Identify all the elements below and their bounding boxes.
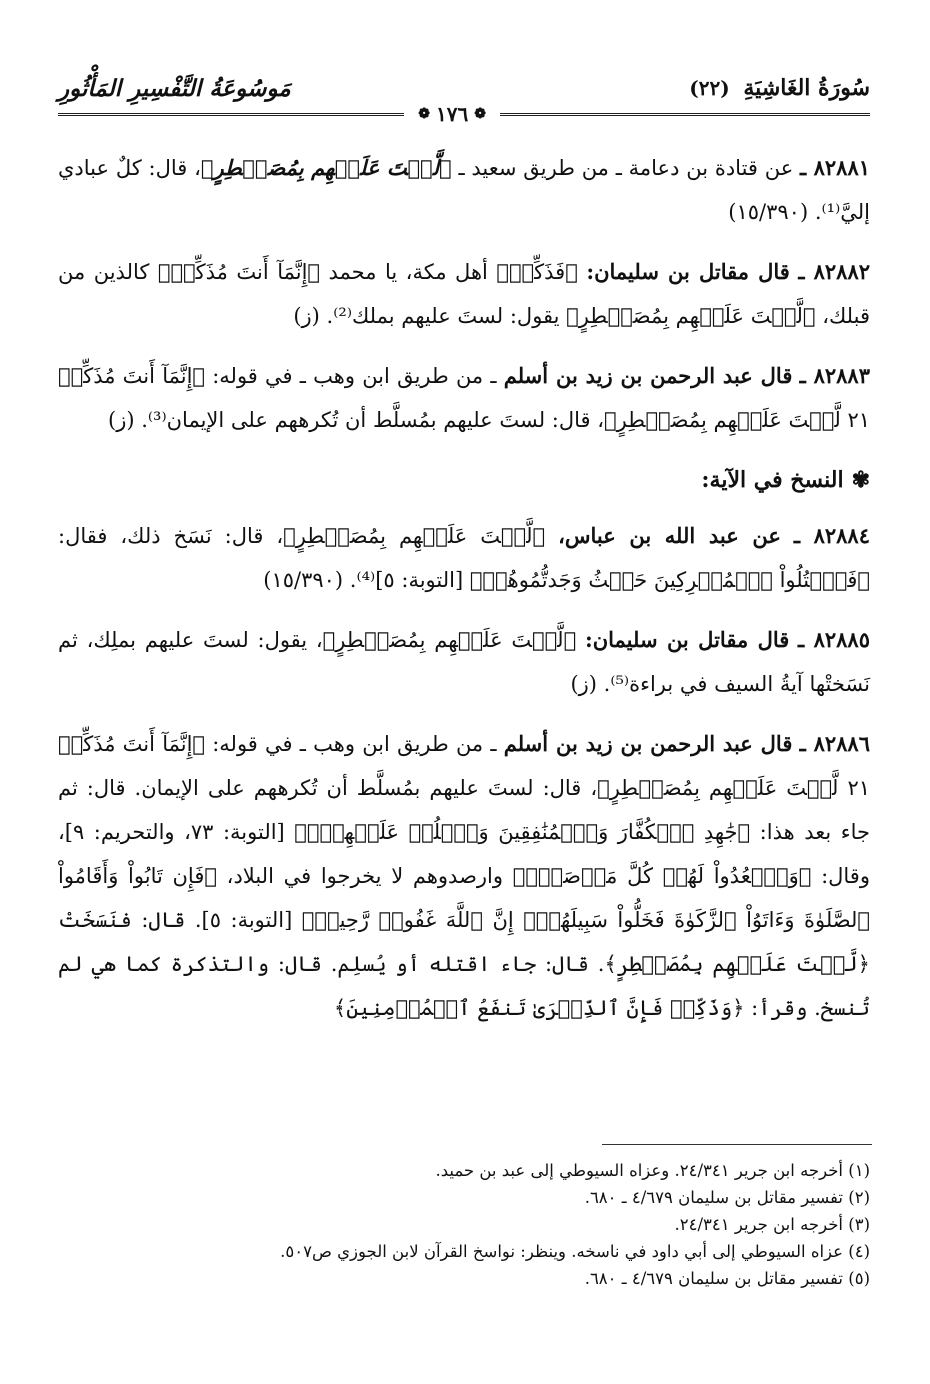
narrator-name: قال عبد الرحمن بن زيد بن أسلم xyxy=(503,363,793,388)
footnotes xyxy=(58,1157,870,1292)
page-number-block xyxy=(404,102,500,126)
entry-82886 xyxy=(58,722,870,1030)
ornament-icon: ❁ xyxy=(418,106,431,122)
entry-82883 xyxy=(58,354,870,442)
entry-text: ـ من طريق ابن وهب ـ في قوله: ﴿إِنَّمَآ أَنتَ مُذَكِّرٞ ٢١ لَّسۡتَ عَلَيۡهِم بِمُصَيۡطِرٍ﴾، قال: لستَ عليهم بمُسلَّط أن تُكرههم على الإيمان. قال: ثم جاء بعد هذا: ﴿جَٰهِدِ ٱلۡكُفَّارَ وَٱلۡمُنَٰفِقِينَ وَٱغۡلُظۡ عَلَيۡهِمۡۚ﴾ [التوبة: ٧٣، والتحريم: ٩]، وقال: ﴿وَٱقۡعُدُواْ لَهُمۡ كُلَّ مَرۡصَدٖۚ﴾ وارصدوهم لا يخرجوا في البلاد، ﴿فَإِن تَابُواْ وَأَقَامُواْ ٱلصَّلَوٰةَ وَءَاتَوُاْ ٱلزَّكَوٰةَ فَخَلُّواْ سَبِيلَهُمۡۚ إِنَّ ٱللَّهَ غَفُورٞ رَّحِيمٞ﴾ [التوبة: ٥]. قال: فنَسَخَتْ ﴿لَّسۡتَ عَلَيۡهِم بِمُصَيۡطِرٍ﴾. قال: جاء اقتله أو يُسلِم. قال: والتذكرة كما هي لم تُنسخ. وقرأ: ﴿وَذَكِّرۡ فَإِنَّ ٱلذِّكۡرَىٰ تَنفَعُ ٱلۡمُؤۡمِنِينَ﴾ xyxy=(58,732,870,1020)
entry-text: ﴿لَّسۡتَ عَلَيۡهِم بِمُصَيۡطِرٍ﴾، قال: نَسَخ ذلك، فقال: ﴿فَٱقۡتُلُواْ ٱلۡمُشۡرِكِينَ حَيۡثُ وَجَدتُّمُوهُمۡ﴾ [التوبة: ٥]⁽⁴⁾. (١٥/٣٩٠) xyxy=(58,524,870,592)
entry-number: ٨٢٨٨١ ـ xyxy=(800,155,871,180)
sura-name: سُورَةُ الغَاشِيَةِ xyxy=(743,75,870,101)
narrator-name: عن عبد الله بن عباس، xyxy=(558,523,781,548)
section-heading xyxy=(58,458,870,502)
footnote-5: (٥) تفسير مقاتل بن سليمان ٤/٦٧٩ ـ ٦٨٠. xyxy=(584,1269,870,1288)
page-number: ١٧٦ xyxy=(436,102,469,126)
entry-number: ٨٢٨٨٢ ـ xyxy=(798,259,871,284)
narrator-name: قال عبد الرحمن بن زيد بن أسلم xyxy=(503,731,793,756)
sura-number: (٢٢) xyxy=(689,76,730,100)
entry-number: ٨٢٨٨٤ ـ xyxy=(793,523,870,548)
book-title: مَوسُوعَةُ التَّفْسِيرِ المَأْثُورِ xyxy=(58,74,291,102)
entry-text: ﴿فَذَكِّرۡ﴾ أهل مكة، يا محمد ﴿إِنَّمَآ أَنتَ مُذَكِّرٞ﴾ كالذين من قبلك، ﴿لَّسۡتَ عَلَيۡهِم بِمُصَيۡطِرٍ﴾ يقول: لستَ عليهم بملك⁽²⁾. (ز) xyxy=(58,260,870,328)
footnote-separator xyxy=(602,1144,872,1145)
sura-title xyxy=(689,75,870,101)
footnote-3: (٣) أخرجه ابن جرير ٢٤/٣٤١. xyxy=(674,1215,870,1234)
entry-text: عن قتادة بن دعامة ـ من طريق سعيد ـ xyxy=(451,156,801,180)
entry-82885 xyxy=(58,618,870,706)
entry-text: ﴿لَّسۡتَ عَلَيۡهِم بِمُصَيۡطِرٍ﴾، يقول: لستَ عليهم بملِك، ثم نَسَختْها آيةُ السيف في براءة⁽⁵⁾. (ز) xyxy=(58,628,870,696)
entry-text: ، قال: كلٌ عبادي إليَّ⁽¹⁾. (١٥/٣٩٠) xyxy=(58,156,870,224)
ornament-icon: ❁ xyxy=(474,106,486,122)
entry-82881 xyxy=(58,146,870,234)
main-text xyxy=(58,146,870,1046)
footnote-2: (٢) تفسير مقاتل بن سليمان ٤/٦٧٩ ـ ٦٨٠. xyxy=(584,1188,870,1207)
page-header xyxy=(58,70,870,106)
narrator-name: قال مقاتل بن سليمان: xyxy=(586,259,790,284)
entry-82884 xyxy=(58,514,870,602)
entry-number: ٨٢٨٨٦ ـ xyxy=(799,731,870,756)
narrator-name: قال مقاتل بن سليمان: xyxy=(584,627,790,652)
quran-quote: ﴿لَّسۡتَ عَلَيۡهِم بِمُصَيۡطِرٍ﴾ xyxy=(200,155,452,180)
entry-number: ٨٢٨٨٥ ـ xyxy=(798,627,870,652)
section-title: النسخ في الآية: xyxy=(701,467,844,493)
star-icon: ✾ xyxy=(851,467,870,493)
rule-right xyxy=(500,113,870,116)
rule-left xyxy=(58,113,404,116)
header-rule xyxy=(58,104,870,124)
entry-text: ـ من طريق ابن وهب ـ في قوله: ﴿إِنَّمَآ أَنتَ مُذَكِّرٞ ٢١ لَّسۡتَ عَلَيۡهِم بِمُصَيۡطِرٍ﴾، قال: لستَ عليهم بمُسلَّط أن تُكرههم على الإيمان⁽³⁾. (ز) xyxy=(58,364,870,432)
entry-number: ٨٢٨٨٣ ـ xyxy=(799,363,870,388)
footnote-1: (١) أخرجه ابن جرير ٢٤/٣٤١. وعزاه السيوطي إلى عبد بن حميد. xyxy=(435,1161,870,1180)
entry-82882 xyxy=(58,250,870,338)
footnote-4: (٤) عزاه السيوطي إلى أبي داود في ناسخه. وينظر: نواسخ القرآن لابن الجوزي ص٥٠٧. xyxy=(280,1242,870,1261)
